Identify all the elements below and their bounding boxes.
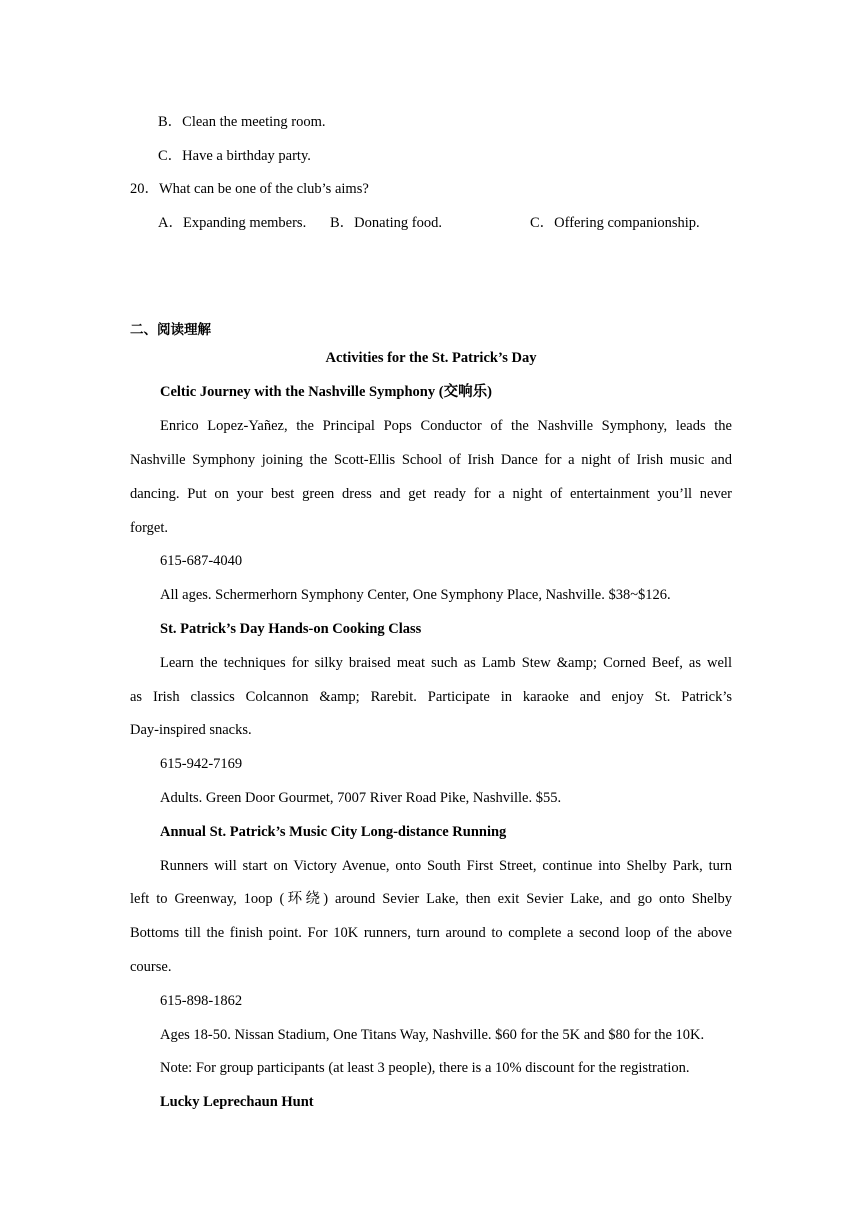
phone-number: 615-687-4040	[160, 553, 243, 569]
q20-option-a: A．Expanding members.	[158, 215, 307, 231]
activity-details: Ages 18-50. Nissan Stadium, One Titans Way, Nashville. $60 for the 5K and $80 for the 10K.	[160, 1027, 705, 1043]
q19-option-c: C．Have a birthday party.	[158, 148, 311, 164]
paragraph-line: course.	[130, 959, 172, 975]
phone-number: 615-898-1862	[160, 993, 243, 1009]
activity-note: Note: For group participants (at least 3 people), there is a 10% discount for the registration.	[160, 1060, 690, 1076]
paragraph-line: Enrico Lopez-Yañez, the Principal Pops Conductor of the Nashville Symphony, leads the	[160, 418, 732, 434]
paragraph-line: Day-inspired snacks.	[130, 722, 252, 738]
activity-heading: St. Patrick’s Day Hands-on Cooking Class	[160, 621, 422, 637]
phone-number: 615-942-7169	[160, 756, 243, 772]
activity-details: All ages. Schermerhorn Symphony Center, One Symphony Place, Nashville. $38~$126.	[160, 587, 671, 603]
q20-stem: 20．What can be one of the club’s aims?	[130, 181, 369, 197]
q20-option-b: B．Donating food.	[330, 215, 442, 231]
paragraph-line: Learn the techniques for silky braised meat such as Lamb Stew &amp; Corned Beef, as well	[160, 655, 732, 671]
q19-option-b: B．Clean the meeting room.	[158, 114, 326, 130]
paragraph-line: forget.	[130, 520, 168, 536]
paragraph-line: left to Greenway, 1oop (环绕) around Sevier Lake, then exit Sevier Lake, and go onto Shelby	[130, 891, 732, 907]
paragraph-line: Runners will start on Victory Avenue, onto South First Street, continue into Shelby Park, turn	[160, 858, 732, 874]
section-heading: 二、阅读理解	[130, 322, 211, 338]
paragraph-line: as Irish classics Colcannon &amp; Rarebit. Participate in karaoke and enjoy St. Patrick’s	[130, 689, 732, 705]
paragraph-line: dancing. Put on your best green dress and get ready for a night of entertainment you’ll never	[130, 486, 732, 502]
passage-title: Activities for the St. Patrick’s Day	[325, 350, 537, 366]
activity-heading: Lucky Leprechaun Hunt	[160, 1094, 314, 1110]
activity-details: Adults. Green Door Gourmet, 7007 River Road Pike, Nashville. $55.	[160, 790, 562, 806]
activity-heading: Annual St. Patrick’s Music City Long-distance Running	[160, 824, 507, 840]
activity-heading: Celtic Journey with the Nashville Symphony (交响乐)	[160, 384, 492, 400]
q20-option-c: C．Offering companionship.	[530, 215, 700, 231]
paragraph-line: Bottoms till the finish point. For 10K runners, turn around to complete a second loop of the above	[130, 925, 732, 941]
paragraph-line: Nashville Symphony joining the Scott-Ellis School of Irish Dance for a night of Irish music and	[130, 452, 732, 468]
